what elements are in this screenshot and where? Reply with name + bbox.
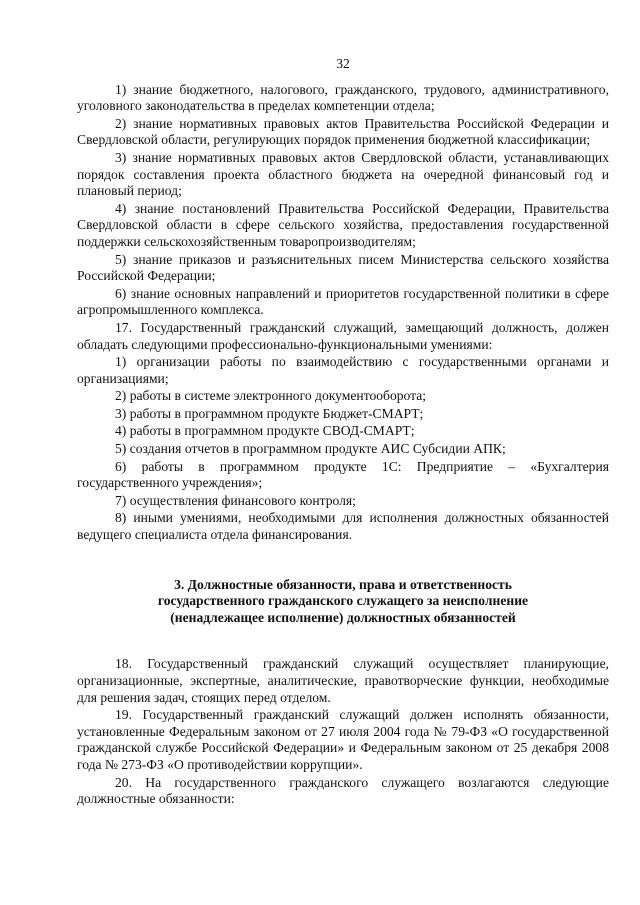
paragraph: 1) знание бюджетного, налогового, гражданского, трудового, административного, уголовного законодательства в пределах компетенции отдела; <box>77 81 609 114</box>
paragraph: 5) знание приказов и разъяснительных писем Министерства сельского хозяйства Российской Федерации; <box>77 251 609 284</box>
paragraph: 2) работы в системе электронного документооборота; <box>115 388 427 404</box>
knowledge-skills-section <box>77 82 609 544</box>
heading-line: государственного гражданского служащего за неисполнение <box>157 593 529 609</box>
paragraph: 3) работы в программном продукте Бюджет-СМАРТ; <box>115 405 424 421</box>
section-heading <box>91 577 595 627</box>
paragraph: 19. Государственный гражданский служащий должен исполнять обязанности, установленные Федеральным законом от 27 июля 2004 года № 79-ФЗ «О государственной гражданской службе Российской Федерации» и Федеральным законом от 25 декабря 2008 года № 273-ФЗ «О противодействии коррупции». <box>77 707 609 772</box>
paragraph: 6) работы в программном продукте 1С: Предприятие – «Бухгалтерия государственного учреждения»; <box>77 458 609 491</box>
heading-line: 3. Должностные обязанности, права и ответственность <box>174 576 512 592</box>
paragraph: 5) создания отчетов в программном продукте АИС Субсидии АПК; <box>115 441 506 457</box>
paragraph: 17. Государственный гражданский служащий, замещающий должность, должен обладать следующими профессионально-функциональными умениями: <box>77 319 609 352</box>
paragraph: 18. Государственный гражданский служащий осуществляет планирующие, организационные, экспертные, аналитические, правотворческие функции, необходимые для решения задач, стоящих перед отделом. <box>77 656 609 705</box>
heading-line: (ненадлежащее исполнение) должностных обязанностей <box>170 609 516 625</box>
paragraph: 6) знание основных направлений и приоритетов государственной политики в сфере агропромышленного комплекса. <box>77 285 609 318</box>
paragraph: 20. На государственного гражданского служащего возлагаются следующие должностные обязанности: <box>77 774 609 807</box>
paragraph: 8) иными умениями, необходимыми для исполнения должностных обязанностей ведущего специалиста отдела финансирования. <box>77 510 609 543</box>
paragraph: 4) знание постановлений Правительства Российской Федерации, Правительства Свердловской области в сфере сельского хозяйства, предоставления государственной поддержки сельскохозяйственным товаропроизводителям; <box>77 200 609 249</box>
paragraph: 3) знание нормативных правовых актов Свердловской области, устанавливающих порядок составления проекта областного бюджета на очередной финансовый год и плановый период; <box>77 149 609 199</box>
paragraph: 1) организации работы по взаимодействию с государственными органами и организациями; <box>77 354 609 386</box>
duties-section <box>77 656 609 807</box>
paragraph: 2) знание нормативных правовых актов Правительства Российской Федерации и Свердловской области, регулирующих порядок применения бюджетной классификации; <box>77 115 609 148</box>
paragraph: 7) осуществления финансового контроля; <box>115 492 356 508</box>
page-number: 32 <box>336 56 350 71</box>
paragraph: 4) работы в программном продукте СВОД-СМАРТ; <box>115 423 415 439</box>
